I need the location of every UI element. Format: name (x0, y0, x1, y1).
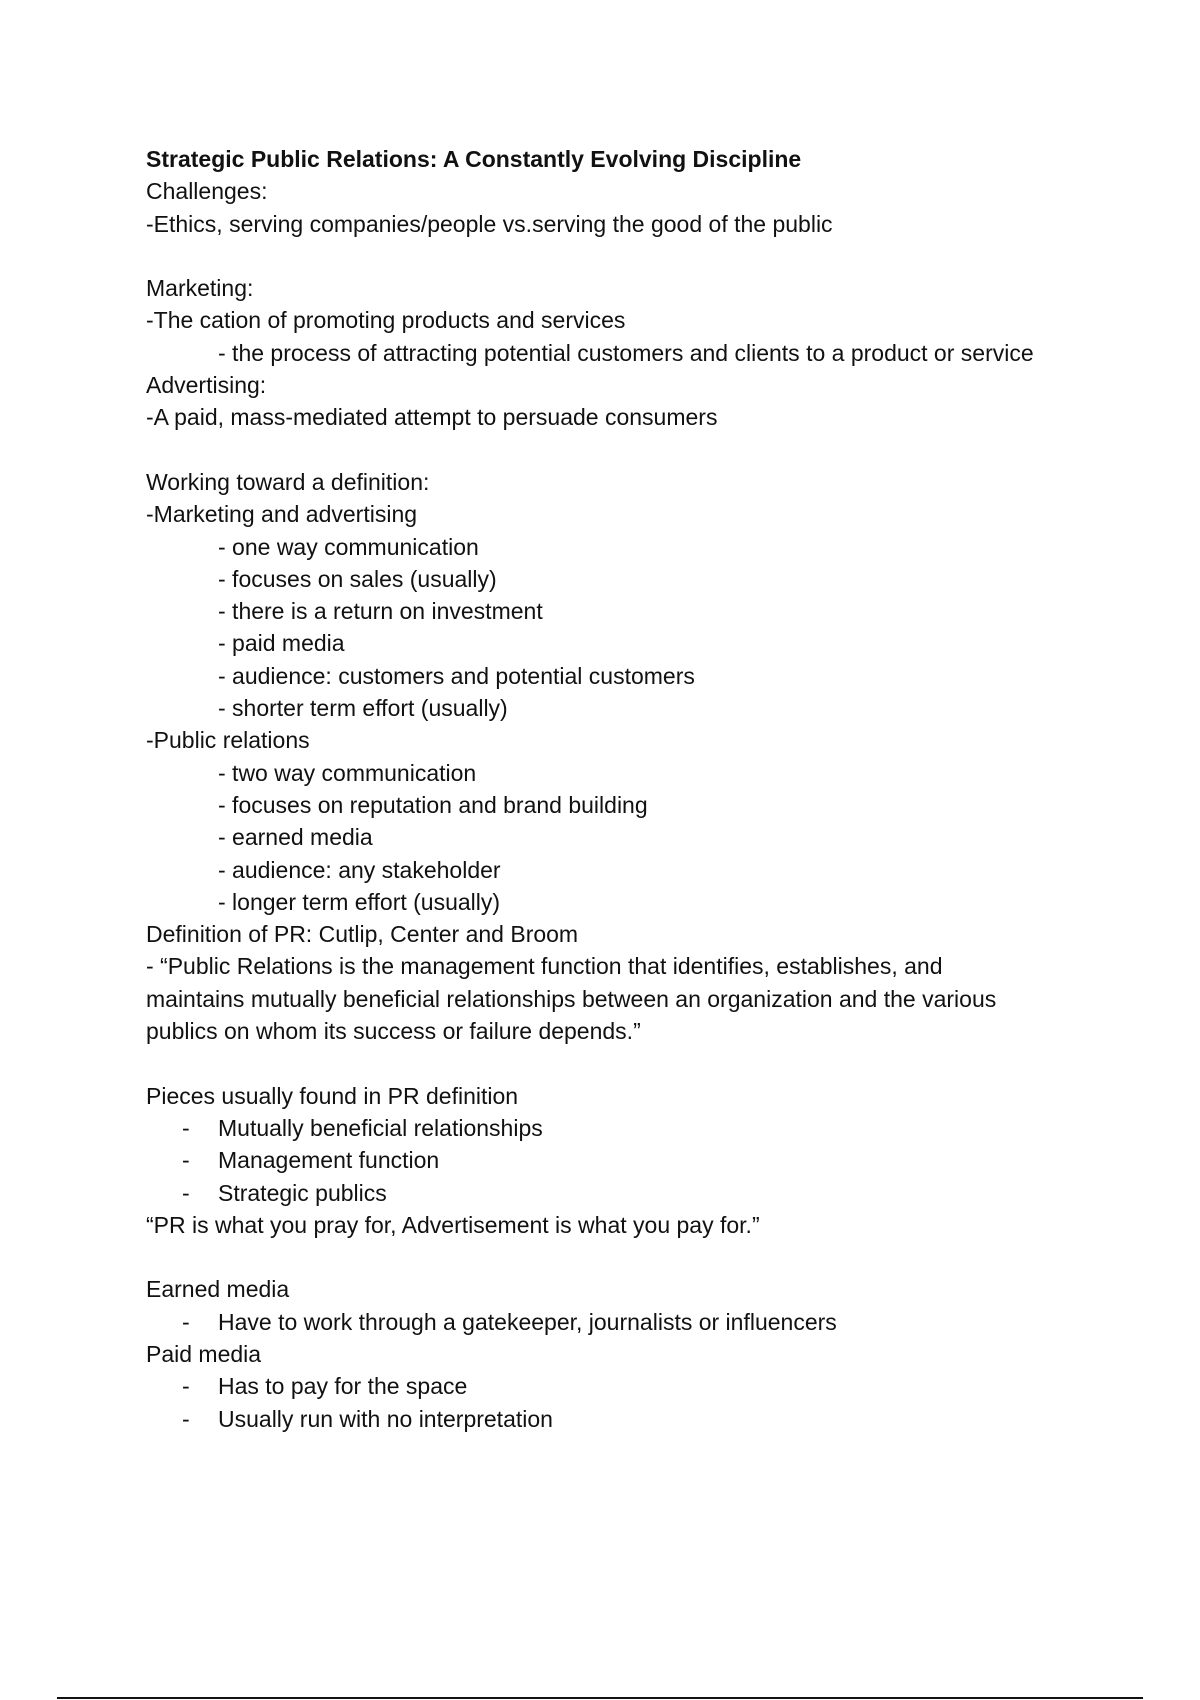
list-item: - shorter term effort (usually) (218, 695, 508, 722)
spacer (146, 1047, 1146, 1079)
marketing-advertising-label: -Marketing and advertising (146, 501, 418, 528)
list-item: - focuses on sales (usually) (218, 565, 497, 592)
list-item: - longer term effort (usually) (218, 888, 501, 915)
challenges-heading: Challenges: (146, 178, 268, 205)
list-item: - audience: customers and potential customers (218, 662, 695, 689)
bottom-divider (57, 1697, 1143, 1699)
pr-definition-quote-line: - “Public Relations is the management function that identifies, establishes, and (146, 953, 943, 980)
list-item: - focuses on reputation and brand building (218, 791, 648, 818)
marketing-sub-item: - the process of attracting potential customers and clients to a product or service (218, 339, 1034, 366)
bullet-text: Have to work through a gatekeeper, journalists or influencers (218, 1308, 837, 1335)
pr-quote: “PR is what you pray for, Advertisement is what you pay for.” (146, 1211, 760, 1238)
bullet-text: Usually run with no interpretation (218, 1405, 553, 1432)
dash-bullet: - (182, 1405, 190, 1432)
earned-media-heading: Earned media (146, 1276, 290, 1303)
list-item: - one way communication (218, 533, 479, 560)
paid-media-heading: Paid media (146, 1340, 262, 1367)
spacer (146, 434, 1146, 466)
pr-definition-heading: Definition of PR: Cutlip, Center and Broom (146, 921, 579, 948)
list-item: - audience: any stakeholder (218, 856, 501, 883)
bullet-item (146, 1177, 1146, 1209)
bullet-text: Has to pay for the space (218, 1373, 468, 1400)
marketing-item: -The cation of promoting products and services (146, 307, 626, 334)
bullet-text: Management function (218, 1147, 440, 1174)
pr-definition-quote-line: maintains mutually beneficial relationships between an organization and the various (146, 985, 997, 1012)
list-item: - two way communication (218, 759, 477, 786)
list-item: - paid media (218, 630, 345, 657)
pieces-heading: Pieces usually found in PR definition (146, 1082, 519, 1109)
bullet-item (146, 1112, 1146, 1144)
pr-definition-quote-line: publics on whom its success or failure depends.” (146, 1018, 641, 1045)
dash-bullet: - (182, 1373, 190, 1400)
dash-bullet: - (182, 1179, 190, 1206)
dash-bullet: - (182, 1147, 190, 1174)
bullet-item (146, 1403, 1146, 1435)
document-title: Strategic Public Relations: A Constantly Evolving Discipline (146, 146, 802, 172)
spacer (146, 240, 1146, 272)
challenges-item: -Ethics, serving companies/people vs.serving the good of the public (146, 210, 833, 237)
marketing-heading: Marketing: (146, 275, 254, 302)
advertising-heading: Advertising: (146, 372, 267, 399)
list-item: - earned media (218, 824, 373, 851)
bullet-item (146, 1144, 1146, 1176)
dash-bullet: - (182, 1308, 190, 1335)
bullet-text: Strategic publics (218, 1179, 387, 1206)
public-relations-label: -Public relations (146, 727, 310, 754)
advertising-item: -A paid, mass-mediated attempt to persuade consumers (146, 404, 718, 431)
bullet-text: Mutually beneficial relationships (218, 1114, 543, 1141)
definition-heading: Working toward a definition: (146, 468, 430, 495)
document-body (146, 143, 1146, 1435)
dash-bullet: - (182, 1114, 190, 1141)
bullet-item (146, 1306, 1146, 1338)
list-item: - there is a return on investment (218, 598, 543, 625)
bullet-item (146, 1370, 1146, 1402)
spacer (146, 1241, 1146, 1273)
